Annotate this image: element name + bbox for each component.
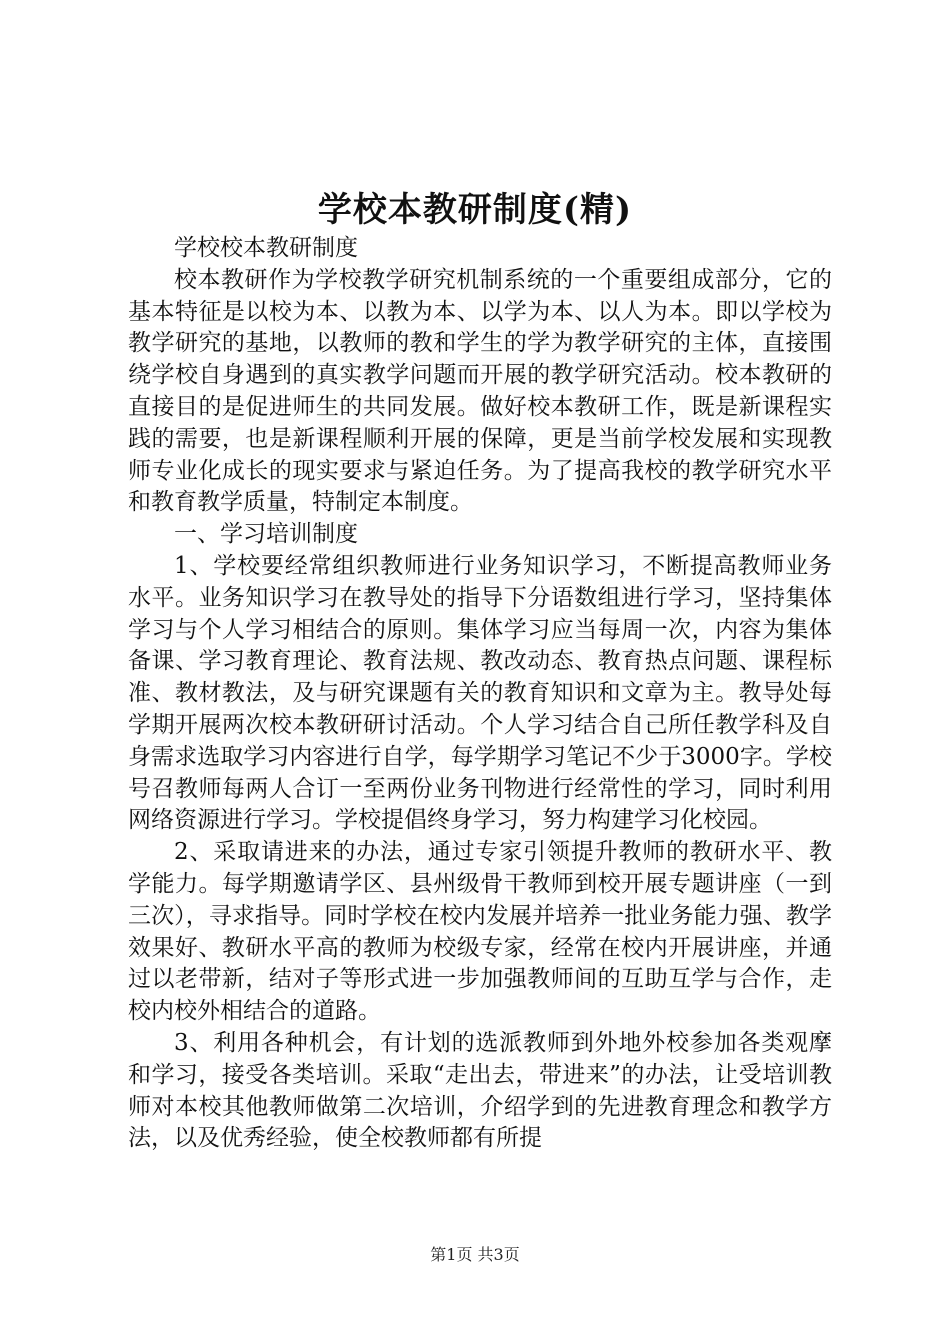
intro-paragraph: 校本教研作为学校教学研究机制系统的一个重要组成部分，它的基本特征是以校为本、以教为本、以学为本、以人为本。即以学校为教学研究的基地，以教师的教和学生的学为教学研究的主体，直接围绕学校自身遇到的真实教学问题而开展的教学研究活动。校本教研的直接目的是促进师生的共同发展。做好校本教研工作，既是新课程实践的需要，也是新课程顺利开展的保障，更是当前学校发展和实现教师专业化成长的现实要求与紧迫任务。为了提高我校的教学研究水平和教育教学质量，特制定本制度。 [128, 266, 832, 516]
item-paragraph-3: 3、利用各种机会，有计划的选派教师到外地外校参加各类观摩和学习，接受各类培训。采取“走出去，带进来”的办法，让受培训教师对本校其他教师做第二次培训，介绍学到的先进教育理念和教学方法，以及优秀经验，使全校教师都有所提 [128, 1029, 832, 1152]
section-heading: 一、学习培训制度 [174, 521, 358, 548]
document-body [128, 233, 832, 1155]
item-paragraph-2: 2、采取请进来的办法，通过专家引领提升教师的教研水平、教学能力。每学期邀请学区、县州级骨干教师到校开展专题讲座（一到三次），寻求指导。同时学校在校内发展并培养一批业务能力强、教学效果好、教研水平高的教师为校级专家，经常在校内开展讲座，并通过以老带新，结对子等形式进一步加强教师间的互助互学与合作，走校内校外相结合的道路。 [128, 839, 832, 1025]
document-title: 学校本教研制度(精) [317, 190, 633, 230]
item-paragraph-1: 1、学校要经常组织教师进行业务知识学习，不断提高教师业务水平。业务知识学习在教导处的指导下分语数组进行学习，坚持集体学习与个人学习相结合的原则。集体学习应当每周一次，内容为集体备课、学习教育理论、教育法规、教改动态、教育热点问题、课程标准、教材教法，及与研究课题有关的教育知识和文章为主。教导处每学期开展两次校本教研研讨活动。个人学习结合自己所任教学科及自身需求选取学习内容进行自学，每学期学习笔记不少于3000字。学校号召教师每两人合订一至两份业务刊物进行经常性的学习，同时利用网络资源进行学习。学校提倡终身学习，努力构建学习化校园。 [128, 552, 832, 834]
page-footer: 第1页 共3页 [430, 1245, 520, 1264]
subtitle-paragraph: 学校校本教研制度 [174, 235, 358, 261]
